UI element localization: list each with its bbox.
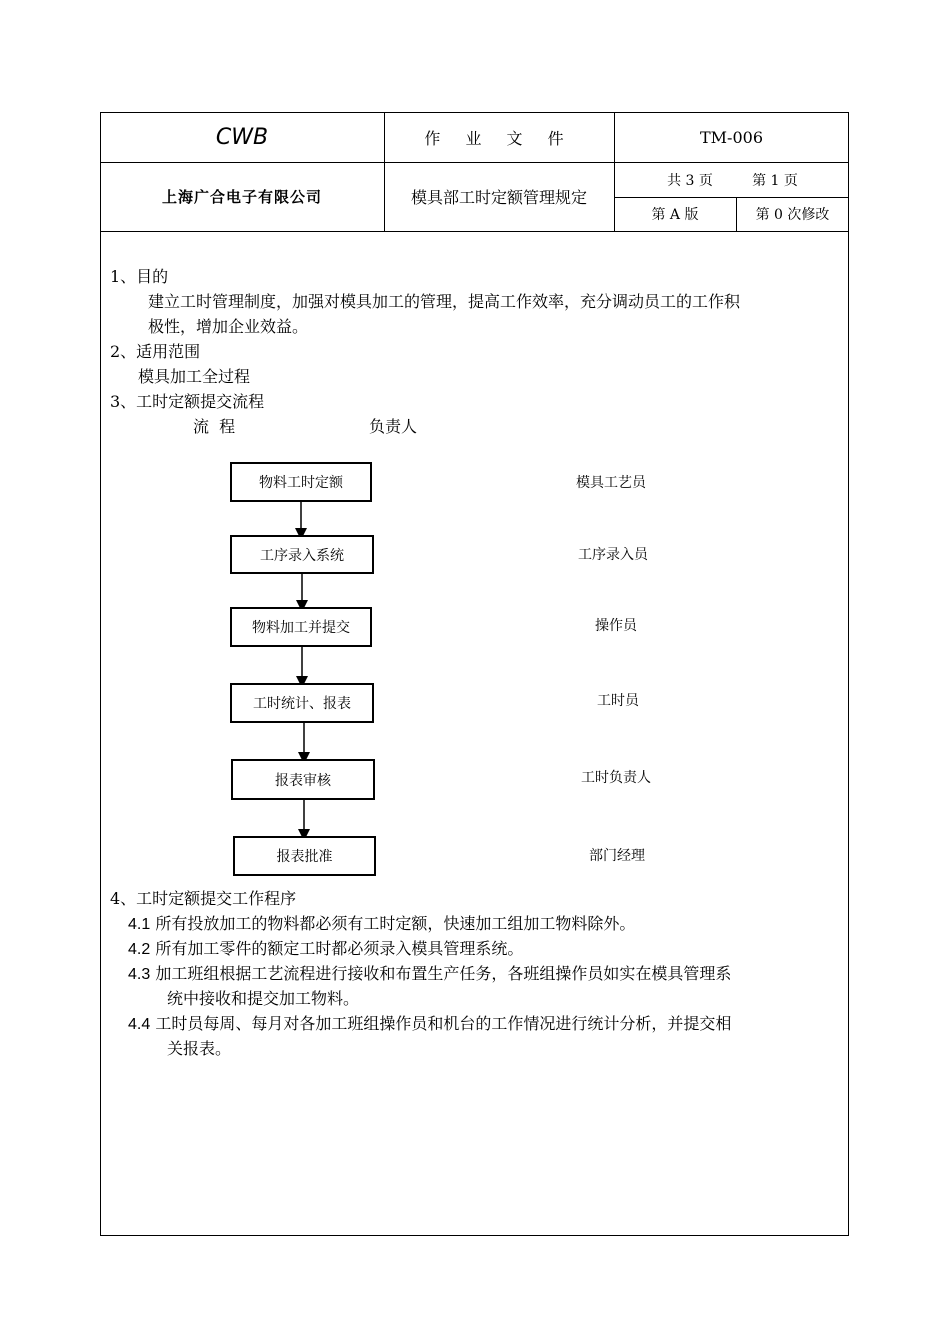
flow-step-5: 报表审核: [231, 759, 375, 800]
page-number: 第 1 页: [752, 172, 798, 189]
flow-owner-6: 部门经理: [589, 848, 645, 864]
revision: 第 0 次修改: [755, 207, 830, 223]
procedure-4-4-number: 4.4: [128, 1016, 151, 1033]
flow-owner-1: 模具工艺员: [576, 475, 646, 491]
procedure-4-2-text: 所有加工零件的额定工时都必须录入模具管理系统。: [155, 939, 524, 958]
document-frame: [100, 112, 849, 1236]
procedure-4-3-text-line1: 加工班组根据工艺流程进行接收和布置生产任务，各班组操作员如实在模具管理系: [155, 964, 732, 983]
flow-step-3: 物料加工并提交: [230, 607, 372, 647]
procedure-4-4-text-line1: 工时员每周、每月对各加工班组操作员和机台的工作情况进行统计分析，并提交相: [155, 1014, 732, 1033]
section-scope-heading: 2、适用范围: [110, 342, 201, 361]
flow-owner-4: 工时员: [597, 693, 639, 709]
flow-step-6: 报表批准: [233, 836, 376, 876]
flow-owner-2: 工序录入员: [578, 547, 648, 563]
purpose-text-line1: 建立工时管理制度，加强对模具加工的管理，提高工作效率，充分调动员工的工作积: [148, 292, 741, 311]
doc-title: 模具部工时定额管理规定: [410, 188, 587, 207]
flow-step-1: 物料工时定额: [230, 462, 372, 502]
flow-step-2: 工序录入系统: [230, 535, 374, 574]
procedure-4-1: [128, 911, 635, 937]
doc-type: 作 业 文 件: [424, 128, 574, 148]
purpose-text-line2: 极性，增加企业效益。: [148, 317, 309, 336]
procedure-4-1-number: 4.1: [128, 916, 151, 933]
flow-owner-3: 操作员: [595, 618, 637, 634]
section-purpose-heading: 1、目的: [110, 267, 169, 286]
version: 第 A 版: [651, 207, 699, 223]
procedure-4-2-number: 4.2: [128, 941, 151, 958]
procedure-4-3: [128, 961, 731, 987]
procedure-4-3-number: 4.3: [128, 966, 151, 983]
section-flow-heading: 3、工时定额提交流程: [110, 392, 265, 411]
flow-owner-5: 工时负责人: [581, 770, 651, 786]
company-name: 上海广合电子有限公司: [161, 188, 322, 206]
procedure-4-1-text: 所有投放加工的物料都必须有工时定额，快速加工组加工物料除外。: [155, 914, 636, 933]
section-procedure-heading: 4、工时定额提交工作程序: [110, 889, 297, 908]
flow-column-label: 流 程: [193, 417, 236, 436]
procedure-4-2: [128, 936, 523, 962]
total-pages: 共 3 页: [667, 172, 713, 189]
doc-code: TM-006: [700, 127, 763, 147]
owner-column-label: 负责人: [369, 417, 418, 436]
flow-step-4: 工时统计、报表: [230, 683, 374, 723]
company-logo: CWB: [215, 124, 269, 150]
procedure-4-4-line2: 关报表。: [167, 1039, 232, 1058]
scope-text: 模具加工全过程: [138, 367, 251, 386]
procedure-4-4: [128, 1011, 731, 1037]
procedure-4-3-line2: 统中接收和提交加工物料。: [167, 989, 360, 1008]
